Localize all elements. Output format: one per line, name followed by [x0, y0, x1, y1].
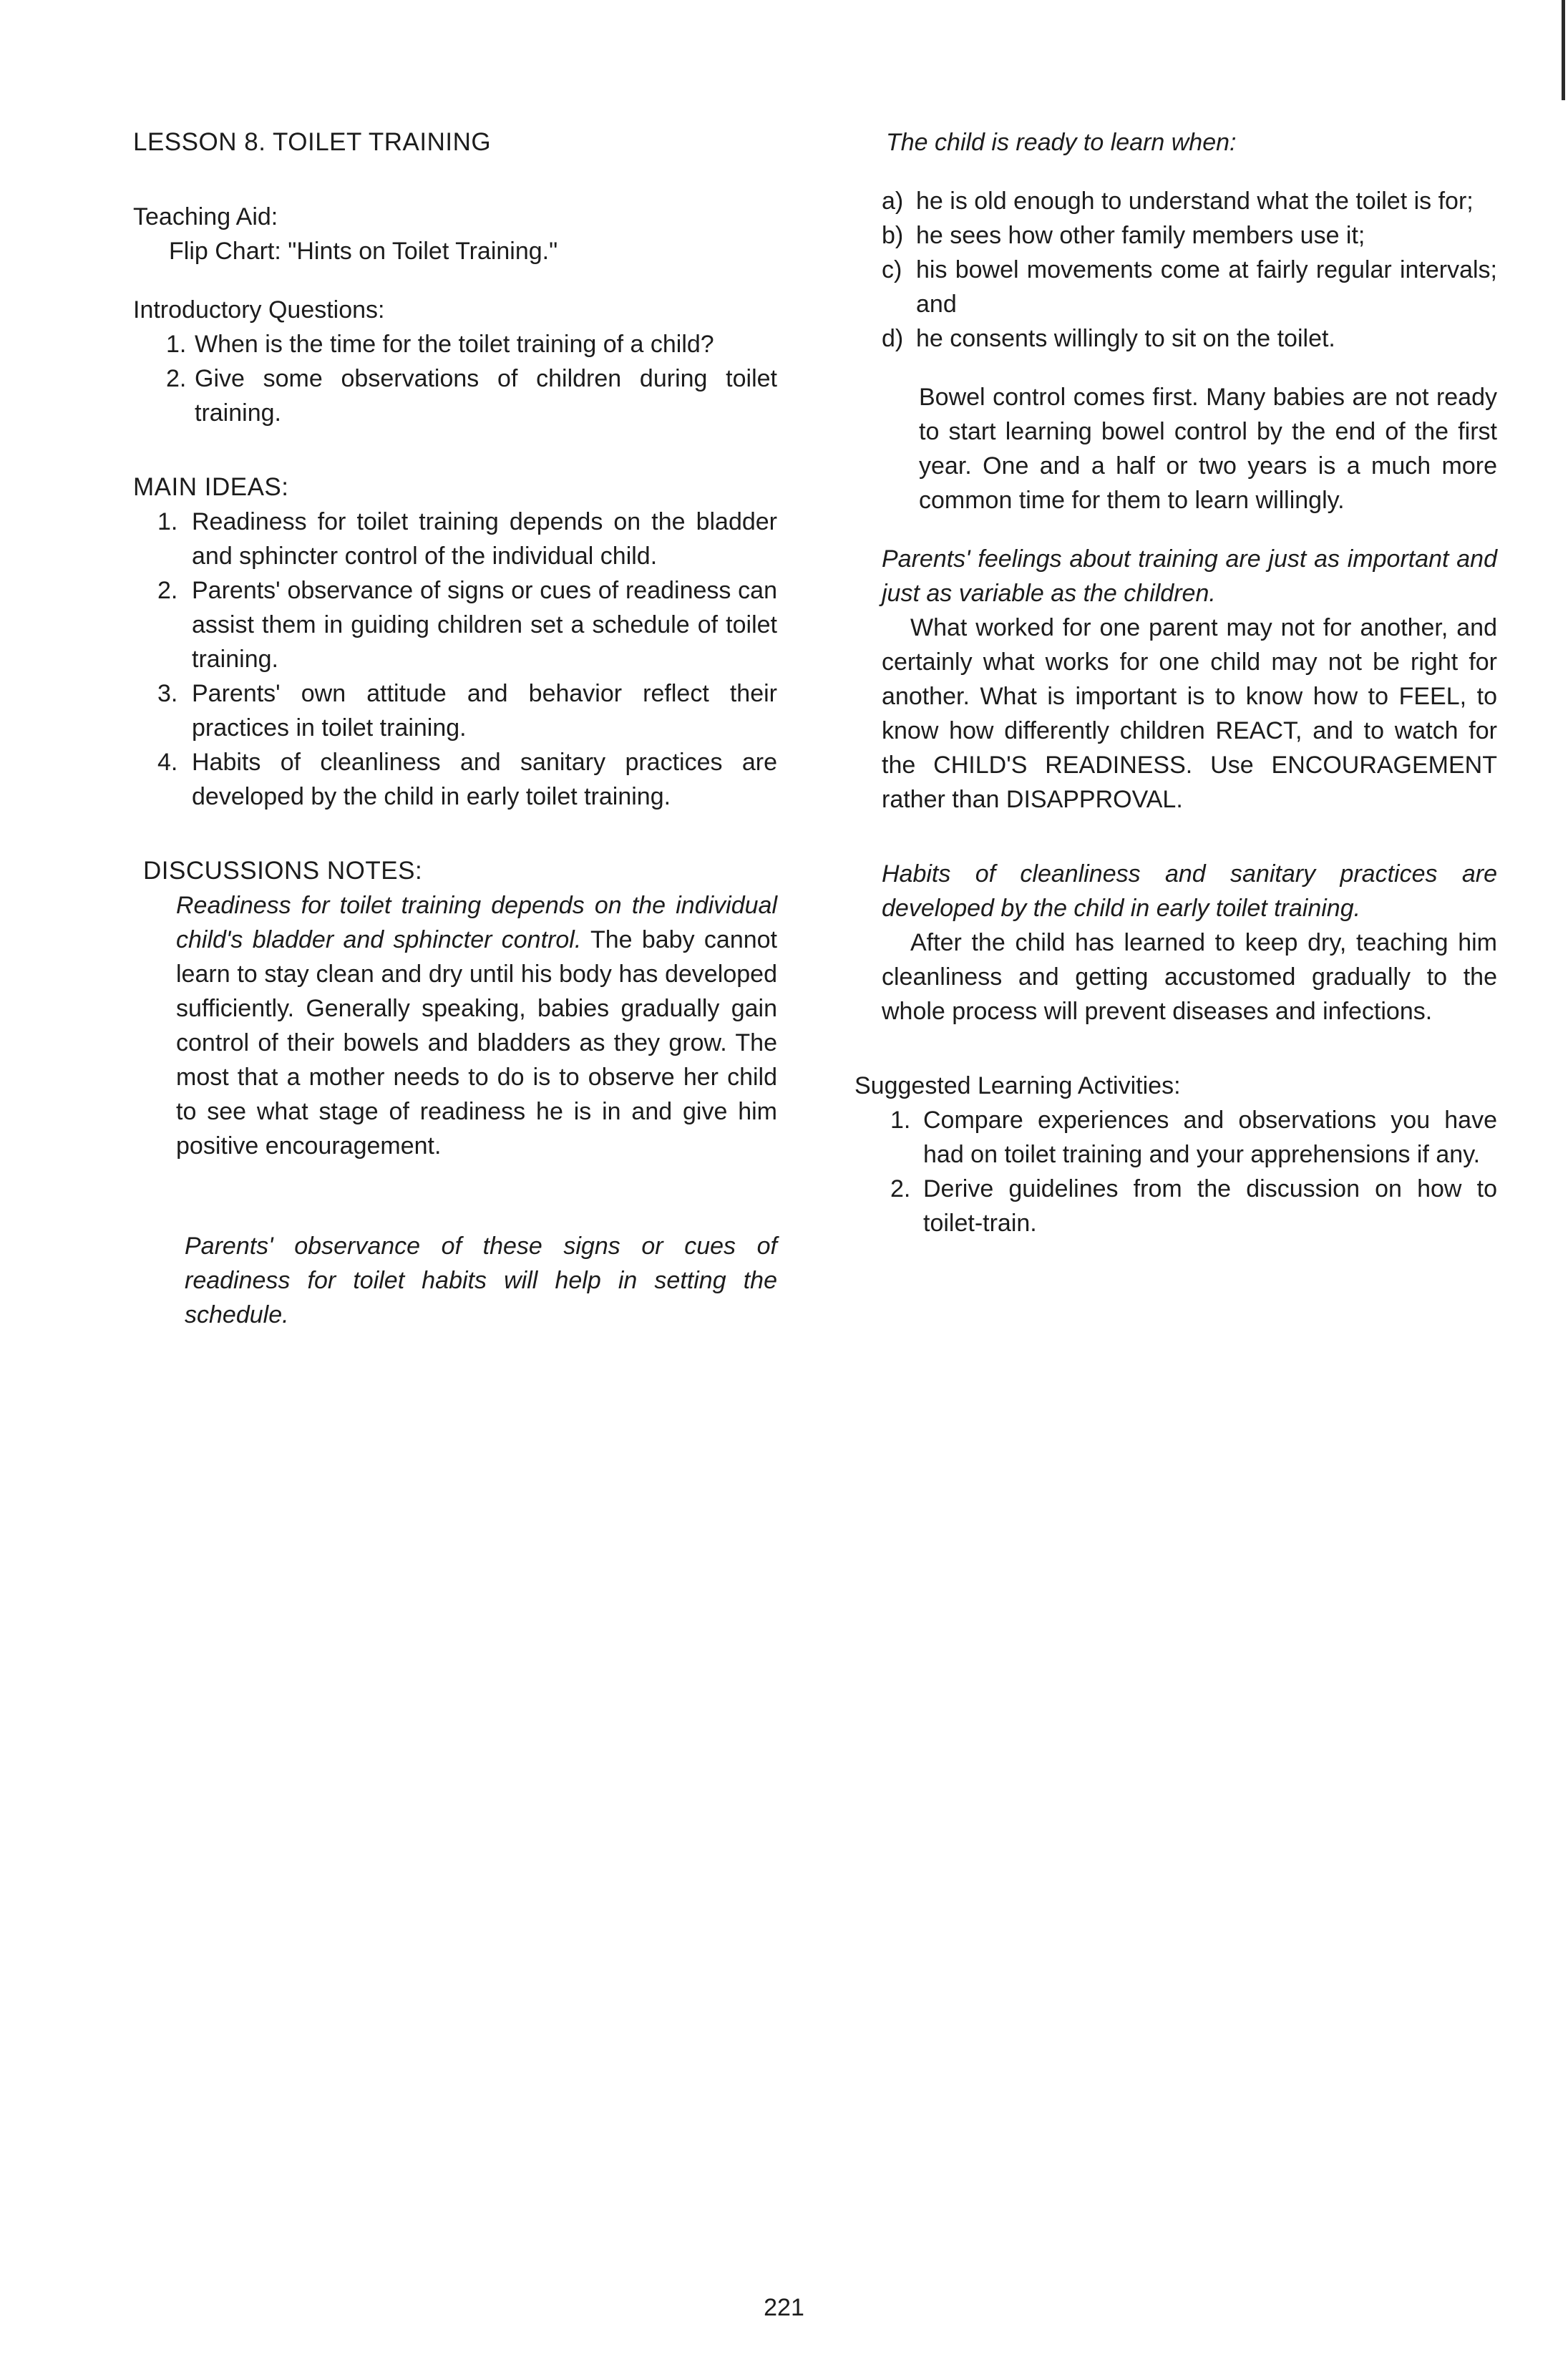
lesson-title: LESSON 8. TOILET TRAINING	[133, 128, 492, 156]
activity-item	[882, 1172, 1497, 1240]
discussion-notes-label: DISCUSSIONS NOTES:	[143, 857, 423, 885]
activities-label: Suggested Learning Activities:	[854, 1072, 1181, 1099]
activity-text: Compare experiences and observations you have had on toilet training and your apprehensions if any.	[923, 1107, 1497, 1168]
teaching-aid-text: Flip Chart: "Hints on Toilet Training."	[169, 238, 558, 265]
parents-feelings-lead: Parents' feelings about training are just as important and just as variable as the children.	[882, 545, 1497, 607]
habits-lead: Habits of cleanliness and sanitary practices are developed by the child in early toilet training.	[882, 860, 1497, 922]
main-idea-text: Habits of cleanliness and sanitary practices are developed by the child in early toilet training.	[192, 749, 777, 810]
ready-item-text: he is old enough to understand what the toilet is for;	[916, 188, 1474, 215]
ready-item-text: his bowel movements come at fairly regular intervals; and	[916, 256, 1497, 318]
main-idea-number: 2.	[157, 577, 178, 604]
main-ideas-label: MAIN IDEAS:	[133, 473, 289, 501]
ready-item	[882, 321, 1497, 356]
ready-item-letter: c)	[882, 256, 902, 283]
ready-item-letter: a)	[882, 188, 904, 215]
ready-item-letter: b)	[882, 222, 904, 249]
activity-text: Derive guidelines from the discussion on how to toilet-train.	[923, 1175, 1497, 1237]
intro-question-number: 1.	[166, 331, 187, 358]
teaching-aid-label: Teaching Aid:	[133, 203, 278, 230]
discussion-paragraph-2: Parents' observance of these signs or cues of readiness for toilet habits will help in setting the schedule.	[185, 1233, 777, 1328]
intro-question-number: 2.	[166, 365, 187, 392]
main-idea-text: Parents' own attitude and behavior reflect their practices in toilet training.	[192, 680, 777, 742]
activity-number: 1.	[890, 1107, 911, 1134]
intro-question-text: When is the time for the toilet training of a child?	[195, 331, 714, 358]
ready-item	[882, 253, 1497, 321]
main-idea-number: 3.	[157, 680, 178, 707]
main-idea-number: 4.	[157, 749, 178, 776]
ready-item-text: he consents willingly to sit on the toilet.	[916, 325, 1335, 352]
bowel-control-paragraph: Bowel control comes first. Many babies are not ready to start learning bowel control by the end of the first year. One and a half or two years is a much more common time for them to learn willingly.	[919, 384, 1497, 514]
main-idea-item	[133, 745, 777, 814]
ready-heading: The child is ready to learn when:	[886, 129, 1237, 156]
main-idea-item	[133, 505, 777, 573]
intro-question-item	[133, 361, 777, 430]
page-number: 221	[764, 2294, 804, 2321]
main-idea-item	[133, 676, 777, 745]
main-idea-item	[133, 573, 777, 676]
discussion-1-italic-lead: Readiness for toilet training depends on the individual child's bladder and sphincter control.	[176, 892, 777, 953]
ready-item	[882, 184, 1497, 218]
page-edge-rule	[1562, 0, 1565, 100]
discussion-paragraph-1	[133, 888, 777, 1163]
intro-question-item	[133, 327, 777, 361]
parents-feelings-body: What worked for one parent may not for another, and certainly what works for one child may not be right for another. What is important is to know how to FEEL, to know how differently children REACT, and to watch for the CHILD'S READINESS. Use ENCOURAGEMENT rather than DISAPPROVAL.	[882, 614, 1497, 813]
activity-item	[882, 1103, 1497, 1172]
activity-number: 2.	[890, 1175, 911, 1202]
intro-questions-label: Introductory Questions:	[133, 296, 385, 324]
right-column	[854, 125, 1497, 1240]
habits-body: After the child has learned to keep dry, teaching him cleanliness and getting accustomed gradually to the whole process will prevent diseases and infections.	[882, 929, 1497, 1025]
ready-item-letter: d)	[882, 325, 904, 352]
ready-item-text: he sees how other family members use it;	[916, 222, 1365, 249]
discussion-1-body: The baby cannot learn to stay clean and dry until his body has developed sufficiently. Generally speaking, babies gradually gain control of their bowels and bladders as they grow. The most that a mother needs to do is to observe her child to see what stage of readiness he is in and give him positive encouragement.	[176, 926, 777, 1160]
main-idea-text: Parents' observance of signs or cues of readiness can assist them in guiding children set a schedule of toilet training.	[192, 577, 777, 673]
main-idea-number: 1.	[157, 508, 178, 535]
main-idea-text: Readiness for toilet training depends on the bladder and sphincter control of the individual child.	[192, 508, 777, 570]
intro-question-text: Give some observations of children during toilet training.	[195, 365, 777, 427]
ready-item	[882, 218, 1497, 253]
left-column	[133, 125, 777, 1332]
